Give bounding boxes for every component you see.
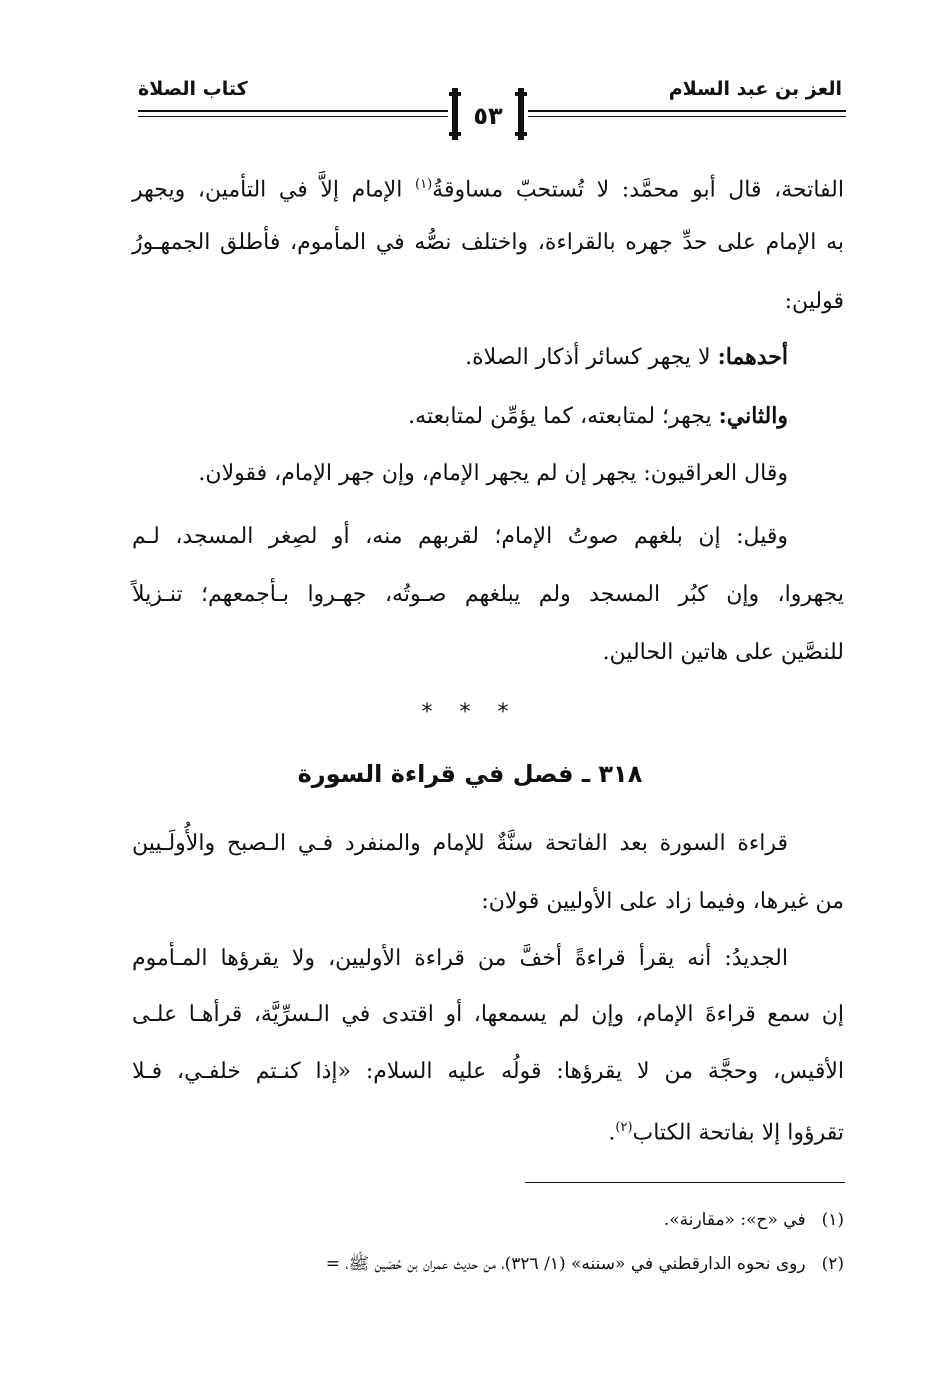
body-line: إن سمع قراءةَ الإمام، وإن لم يسمعها، أو اقتدى في الـسرِّيَّة، قرأهـا علـى bbox=[132, 1002, 844, 1027]
running-header-author: العز بن عبد السلام bbox=[668, 78, 842, 100]
section-separator: * * * bbox=[421, 700, 519, 725]
section-heading: ٣١٨ ـ فصل في قراءة السورة bbox=[297, 760, 643, 788]
footnote-text: في «ح»: «مقارنة». bbox=[663, 1210, 806, 1230]
footnote bbox=[326, 1252, 844, 1276]
text-run: الفاتحة، قال أبو محمَّد: لا تُستحبّ مساوقةُ bbox=[432, 177, 844, 203]
body-line: به الإمام على حدِّ جهره بالقراءة، واختلف نصُّه في المأموم، فأطلق الجمهـورُ bbox=[132, 230, 844, 255]
footnote-text: روى نحوه الدارقطني في «سننه» (١/ ٣٢٦)، من حديث عمران بن حُصَين ﷺ، = bbox=[325, 1254, 806, 1274]
body-line: قراءة السورة بعد الفاتحة سنَّةٌ للإمام والمنفرد فـي الـصبح والأُولَـيين bbox=[132, 831, 788, 856]
body-line: الجديدُ: أنه يقرأ قراءةً أخفَّ من قراءة الأوليين، ولا يقرؤها المـأموم bbox=[132, 946, 788, 971]
header-rule-left-thin bbox=[138, 116, 448, 117]
body-line: من غيرها، وفيما زاد على الأوليين قولان: bbox=[481, 889, 844, 914]
term-label: والثاني: bbox=[718, 403, 788, 429]
body-line: الأقيس، وحجَّة من لا يقرؤها: قولُه عليه السلام: «إذا كنـتم خلفـي، فـلا bbox=[132, 1059, 844, 1084]
text-run: الإمام إلاَّ في التأمين، ويجهر bbox=[132, 177, 403, 203]
body-line: للنصَّين على هاتين الحالين. bbox=[602, 640, 844, 665]
body-line: وقيل: إن بلغهم صوتُ الإمام؛ لقربهم منه، أو لصِغر المسجد، لـم bbox=[132, 524, 788, 549]
body-line bbox=[408, 401, 788, 432]
body-line: وقال العراقيون: يجهر إن لم يجهر الإمام، وإن جهر الإمام، فقولان. bbox=[198, 461, 788, 486]
body-line bbox=[132, 170, 844, 205]
page-number-frame bbox=[452, 88, 524, 140]
footnote-ref: (١) bbox=[415, 177, 433, 192]
body-line: قولين: bbox=[784, 289, 844, 314]
text-run: يجهر؛ لمتابعته، كما يؤمِّن لمتابعته. bbox=[408, 404, 712, 429]
body-line: يجهروا، وإن كبُر المسجد ولم يبلغهم صـوتُه، جهـروا بـأجمعهم؛ تنـزيلاً bbox=[132, 582, 844, 607]
footnote-number: (١) bbox=[821, 1210, 844, 1230]
footnote-ref: (٢) bbox=[615, 1120, 633, 1135]
header-rule-right-thin bbox=[528, 116, 846, 117]
term-label: أحدهما: bbox=[717, 344, 788, 370]
footnote bbox=[664, 1208, 844, 1232]
running-header-book: كتاب الصلاة bbox=[138, 78, 248, 100]
body-line bbox=[608, 1113, 844, 1148]
page-number: ٥٣ bbox=[473, 102, 503, 130]
header-rule-right bbox=[528, 110, 846, 112]
text-run: لا يجهر كسائر أذكار الصلاة. bbox=[465, 345, 711, 370]
body-line bbox=[465, 342, 788, 373]
text-run: تقرؤوا إلا بفاتحة الكتاب bbox=[632, 1120, 844, 1146]
footnote-number: (٢) bbox=[821, 1254, 844, 1274]
text-run: . bbox=[608, 1120, 616, 1146]
header-rule-left bbox=[138, 110, 448, 112]
footnote-rule bbox=[525, 1182, 845, 1183]
